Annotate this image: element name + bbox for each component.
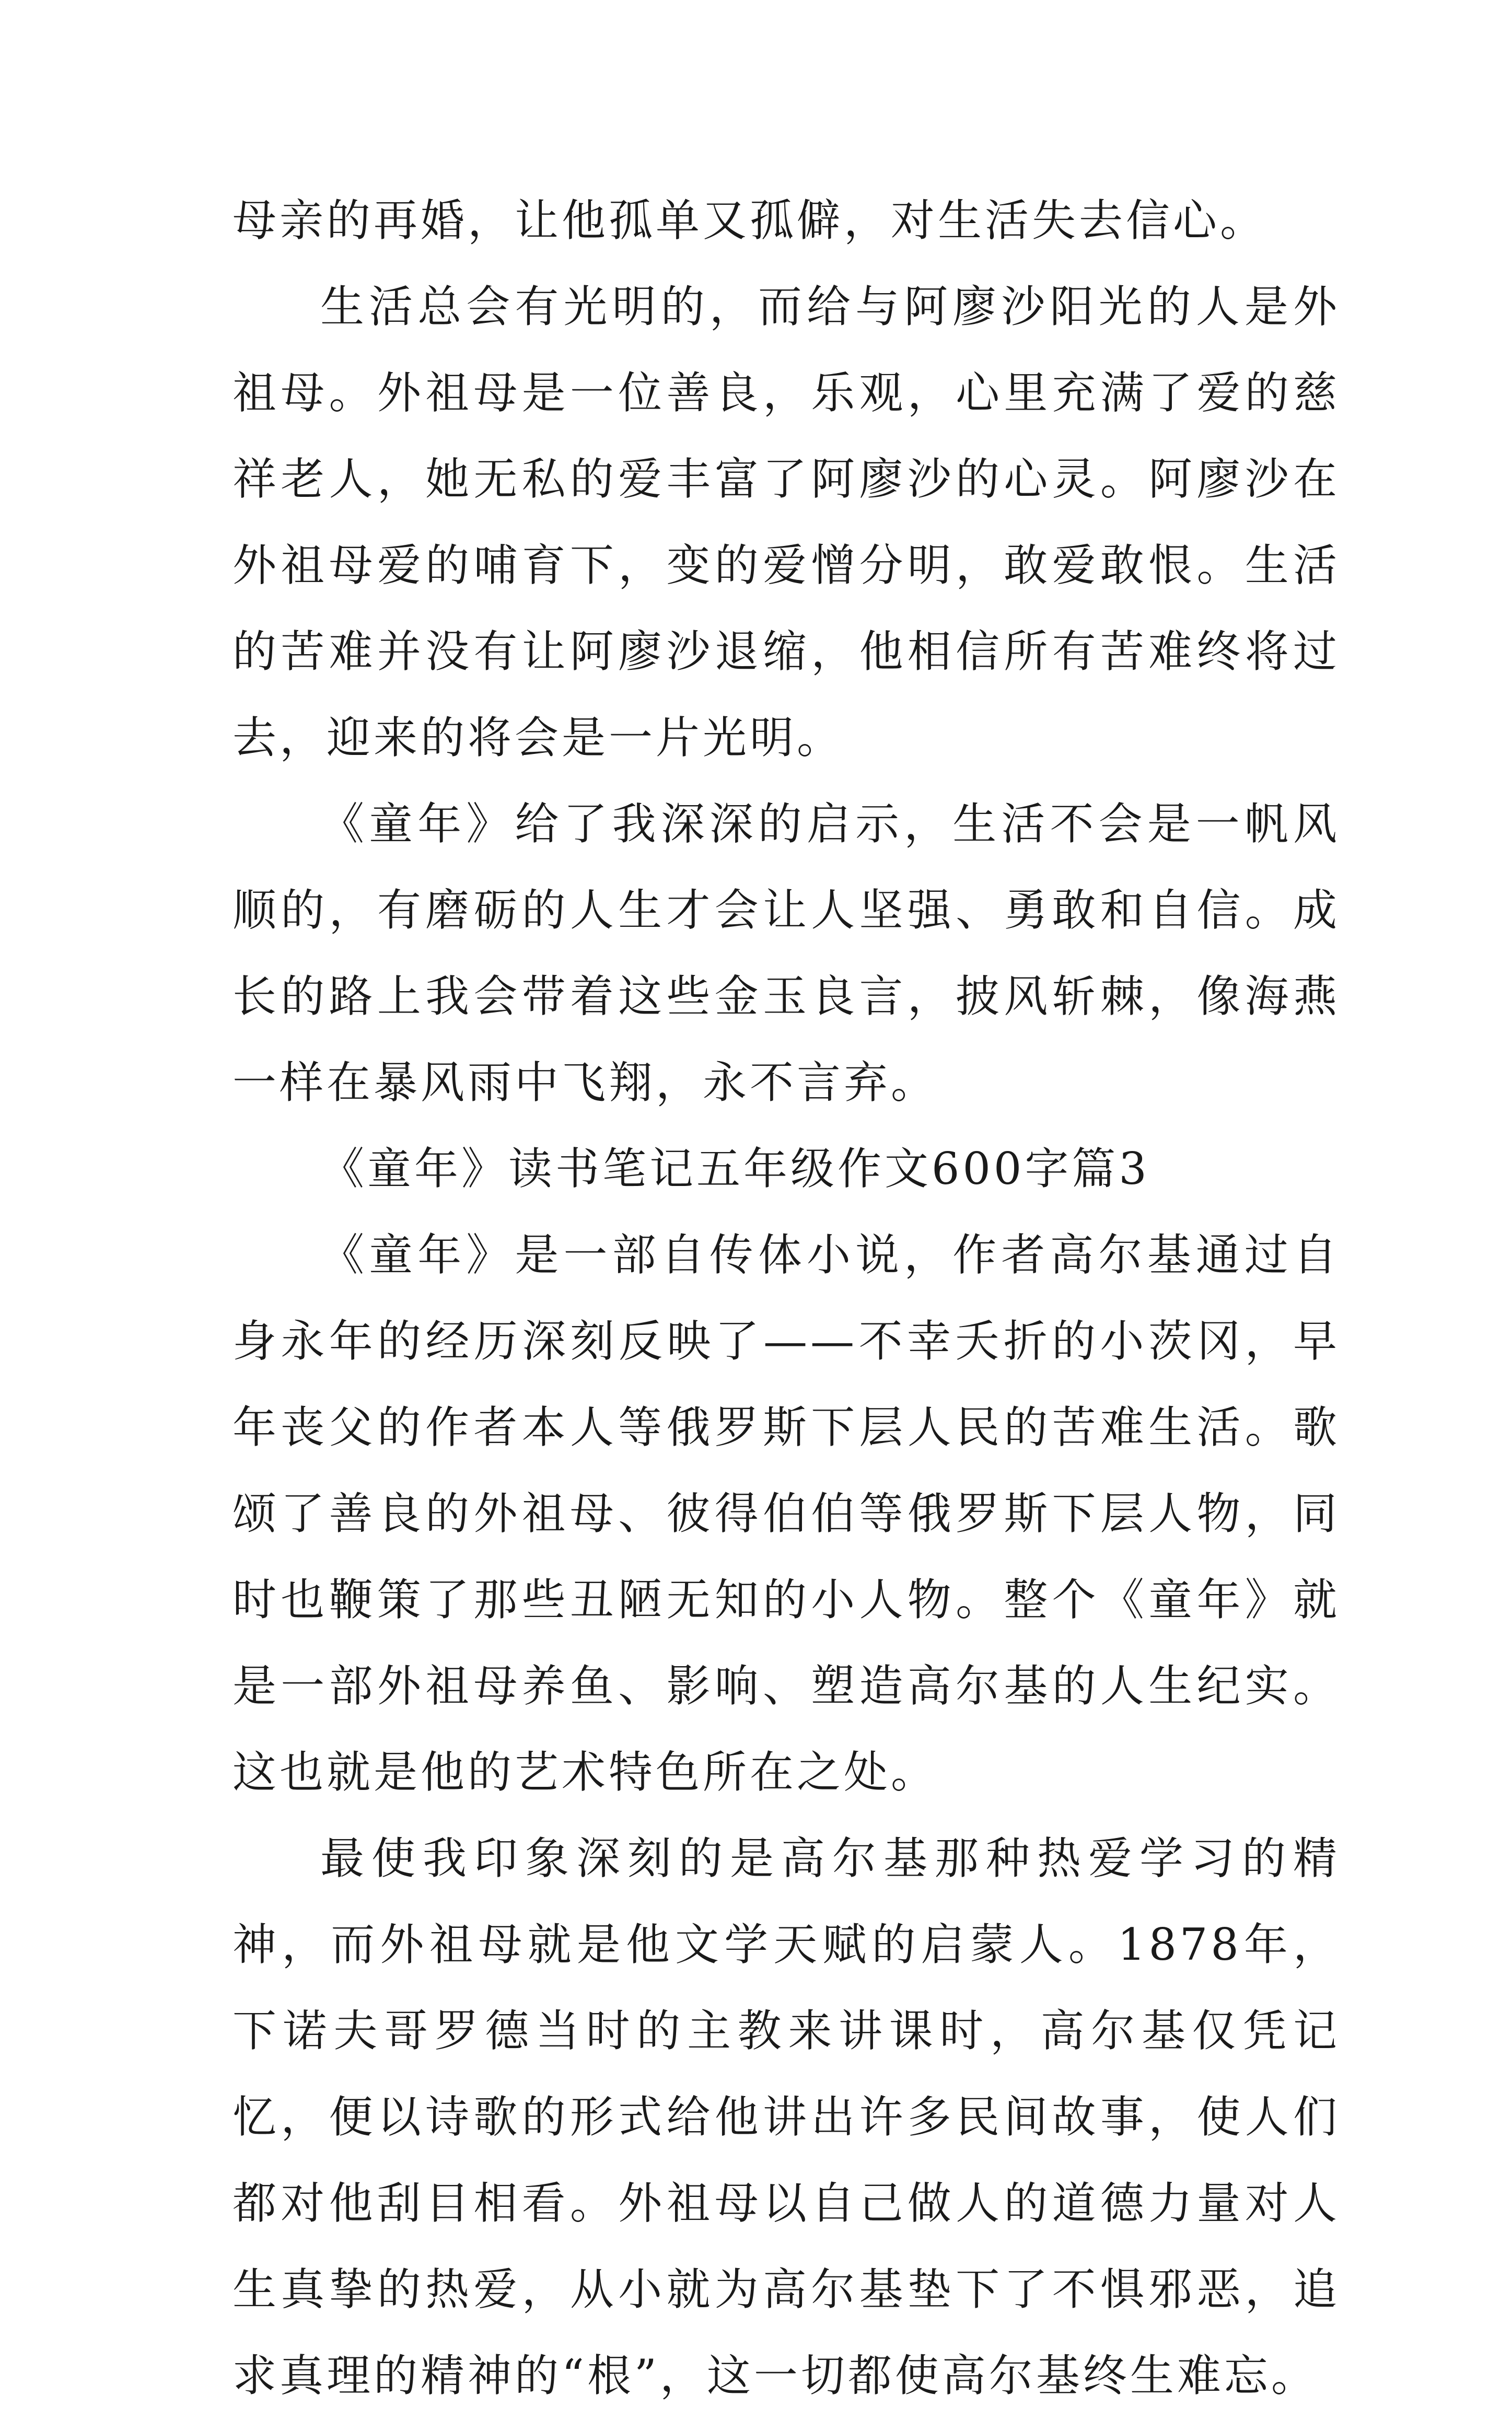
paragraph-learning-spirit: 最使我印象深刻的是高尔基那种热爱学习的精神，而外祖母就是他文学天赋的启蒙人。1878年，下诺夫哥罗德当时的主教来讲课时，高尔基仅凭记忆，便以诗歌的形式给他讲出许多民间故事，使人们都对他刮目相看。外祖母以自己做人的道德力量对人生真挚的热爱，从小就为高尔基垫下了不惧邪恶，追求真理的精神的“根”，这一切都使高尔基终生难忘。	[232, 1833, 1340, 2401]
section-heading: 《童年》读书笔记五年级作文600字篇3	[320, 1143, 1150, 1194]
paragraph-grandmother: 生活总会有光明的，而给与阿廖沙阳光的人是外祖母。外祖母是一位善良，乐观，心里充满了爱的慈祥老人，她无私的爱丰富了阿廖沙的心灵。阿廖沙在外祖母爱的哺育下，变的爱憎分明，敢爱敢恨。生活的苦难并没有让阿廖沙退缩，他相信所有苦难终将过去，迎来的将会是一片光明。	[232, 281, 1340, 763]
paragraph-novel-intro: 《童年》是一部自传体小说，作者高尔基通过自身永年的经历深刻反映了——不幸夭折的小茨冈，早年丧父的作者本人等俄罗斯下层人民的苦难生活。歌颂了善良的外祖母、彼得伯伯等俄罗斯下层人物，同时也鞭策了那些丑陋无知的小人物。整个《童年》就是一部外祖母养鱼、影响、塑造高尔基的人生纪实。这也就是他的艺术特色所在之处。	[232, 1229, 1340, 1798]
document-body	[232, 178, 1340, 2419]
paragraph-inspiration: 《童年》给了我深深的启示，生活不会是一帆风顺的，有磨砺的人生才会让人坚强、勇敢和自信。成长的路上我会带着这些金玉良言，披风斩棘，像海燕一样在暴风雨中飞翔，永不言弃。	[232, 798, 1340, 1108]
paragraph-continued: 母亲的再婚，让他孤单又孤僻，对生活失去信心。	[232, 195, 1267, 246]
